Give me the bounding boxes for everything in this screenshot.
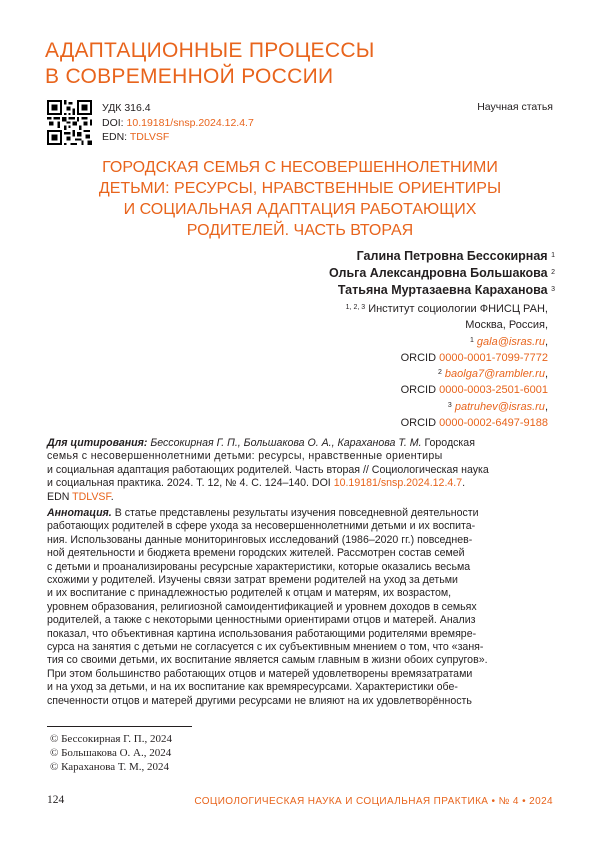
email-row: $^3$ patruhev@isras.ru,: [447, 400, 548, 413]
title-line: РОДИТЕЛЕЙ. ЧАСТЬ ВТОРАЯ: [186, 222, 414, 239]
orcid-link[interactable]: 0000-0003-2501-6001: [439, 384, 548, 397]
author: [329, 265, 555, 282]
abstract-line: показал, что объективная картина использования работающими родителями времяре-: [47, 627, 477, 640]
author-name: Татьяна Муртазаевна Караханова: [337, 283, 548, 297]
citation-text: EDN: [47, 490, 70, 503]
section-title-line: В СОВРЕМЕННОЙ РОССИИ: [45, 65, 334, 88]
abstract-line: с детьми и проанализированы ресурсные характеристики, которые оказались весьма: [47, 560, 471, 573]
email-row: $^1$ gala@isras.ru,: [469, 335, 548, 348]
author-sup: 2: [551, 269, 555, 276]
email-link[interactable]: baolga7@rambler.ru: [444, 368, 545, 381]
authors: [329, 248, 555, 299]
abstract-label: Аннотация.: [47, 507, 112, 519]
abstract-line: и их воспитание с принадлежностью родителей к отцам и матерям, их возрастом,: [47, 587, 452, 600]
citation-doi-link[interactable]: 10.19181/snsp.2024.12.4.7: [333, 477, 463, 490]
title-line: И СОЦИАЛЬНАЯ АДАПТАЦИЯ РАБОТАЮЩИХ: [123, 201, 477, 218]
abstract-line: ной деятельности и бюджета времени городских жителей. Рассмотрен состав семей: [47, 547, 465, 560]
citation-line: [47, 437, 553, 450]
author: [329, 282, 555, 299]
citation-edn-link[interactable]: TDLVSF: [72, 490, 111, 503]
orcid-label: ORCID: [400, 351, 437, 364]
citation-text: .: [110, 490, 114, 503]
orcid-label: ORCID: [400, 417, 437, 430]
institute-name: Институт социологии ФНИСЦ РАН,: [368, 303, 548, 315]
citation-label: Для цитирования:: [47, 437, 148, 449]
institute: [346, 301, 548, 317]
section-title-line: АДАПТАЦИОННЫЕ ПРОЦЕССЫ: [45, 39, 375, 62]
edn-link[interactable]: TDLVSF: [129, 131, 170, 143]
email-sup: 2: [437, 369, 442, 377]
abstract-line: сурса на занятия с детьми не согласуется с их субъективным мнением о том, что «заня-: [47, 641, 484, 654]
journal-running-head: СОЦИОЛОГИЧЕСКАЯ НАУКА И СОЦИАЛЬНАЯ ПРАКТИКА • № 4 • 2024: [194, 796, 553, 807]
copyright-notes: [50, 732, 172, 774]
abstract-line: При этом большинство работающих отцов и матерей удовлетворены времязатратами: [47, 667, 473, 680]
abstract-text: В статье представлены результаты изучения повседневной деятельности: [114, 507, 479, 519]
author: [329, 248, 555, 265]
author-name: Галина Петровна Бессокирная: [356, 249, 548, 263]
email-link[interactable]: patruhev@isras.ru: [454, 400, 545, 413]
citation-text: .: [462, 477, 466, 490]
author-sup: 1: [551, 252, 555, 259]
article-title: [60, 157, 540, 241]
abstract-line: [47, 507, 553, 520]
orcid-row: [346, 350, 548, 366]
citation-text: Городская: [424, 437, 475, 449]
udk: УДК 316.4: [102, 102, 151, 114]
copyright-line: © Большакова О. А., 2024: [50, 747, 172, 759]
qr-code-icon: [47, 100, 92, 145]
orcid-link[interactable]: 0000-0001-7099-7772: [439, 351, 548, 364]
email-sup: 3: [447, 401, 452, 409]
abstract-block: [47, 507, 553, 708]
citation-block: [47, 437, 553, 504]
orcid-label: ORCID: [400, 384, 437, 397]
title-line: ГОРОДСКАЯ СЕМЬЯ С НЕСОВЕРШЕННОЛЕТНИМИ: [102, 159, 498, 176]
email-row: $^2$ baolga7@rambler.ru,: [437, 368, 548, 381]
page-number: 124: [47, 794, 65, 806]
abstract-line: уровнем образования, религиозной самоидентификацией и уровнем доходов в семьях: [47, 600, 477, 613]
section-title: [45, 38, 375, 90]
orcid-row: [346, 382, 548, 398]
affil-sup: 1, 2, 3: [345, 304, 366, 311]
email-sup: 1: [469, 336, 474, 344]
city: Москва, Россия,: [465, 319, 548, 332]
abstract-line: схожими у родителей. Изучены связи затрат времени родителей на уход за детьми: [47, 574, 458, 587]
title-line: ДЕТЬМИ: РЕСУРСЫ, НРАВСТВЕННЫЕ ОРИЕНТИРЫ: [98, 180, 502, 197]
abstract-line: родителей, а также с некоторыми ценностными ориентирами отцов и матерей. Анализ: [47, 614, 476, 627]
citation-line: семья с несовершеннолетними детьми: ресурсы, нравственные ориентиры: [47, 450, 443, 463]
author-sup: 3: [551, 286, 555, 293]
article-type: Научная статья: [477, 101, 553, 113]
edn-label: EDN:: [102, 131, 128, 143]
abstract-line: спеченности отцов и матерей другими ресурсами не влияют на их удовлетворённость: [47, 694, 472, 707]
abstract-line: работающих родителей в сфере ухода за несовершеннолетними детьми и их воспита-: [47, 520, 476, 533]
copyright-line: © Караханова Т. М., 2024: [50, 761, 170, 773]
citation-line: и социальная адаптация работающих родителей. Часть вторая // Социологическая наука: [47, 463, 489, 476]
orcid-link[interactable]: 0000-0002-6497-9188: [439, 417, 548, 430]
citation-line: [47, 477, 553, 490]
abstract-line: ния. Использованы данные мониторинговых исследований (1986–2020 гг.) повседнев-: [47, 533, 473, 546]
doi-row: [102, 116, 254, 131]
orcid-row: [346, 415, 548, 431]
article-metadata: [102, 101, 254, 145]
email-link[interactable]: gala@isras.ru: [476, 335, 545, 348]
author-name: Ольга Александровна Большакова: [328, 266, 548, 280]
citation-authors: Бессокирная Г. П., Большакова О. А., Караханова Т. М.: [150, 437, 422, 449]
footnote-divider: [47, 726, 192, 727]
citation-line: [47, 491, 553, 504]
doi-link[interactable]: 10.19181/snsp.2024.12.4.7: [126, 116, 254, 129]
affiliation: [346, 301, 548, 431]
edn-row: [102, 130, 254, 145]
citation-text: и социальная практика. 2024. Т. 12, № 4. С. 124–140. DOI: [47, 477, 331, 490]
abstract-line: и на уход за детьми, и на их воспитание как времяресурсами. Характеристики обе-: [47, 681, 458, 694]
copyright-line: © Бессокирная Г. П., 2024: [50, 733, 172, 745]
abstract-line: тия со своими детьми, их воспитание является самым главным в жизни обоих супругов».: [47, 654, 488, 667]
doi-label: DOI:: [102, 116, 124, 129]
